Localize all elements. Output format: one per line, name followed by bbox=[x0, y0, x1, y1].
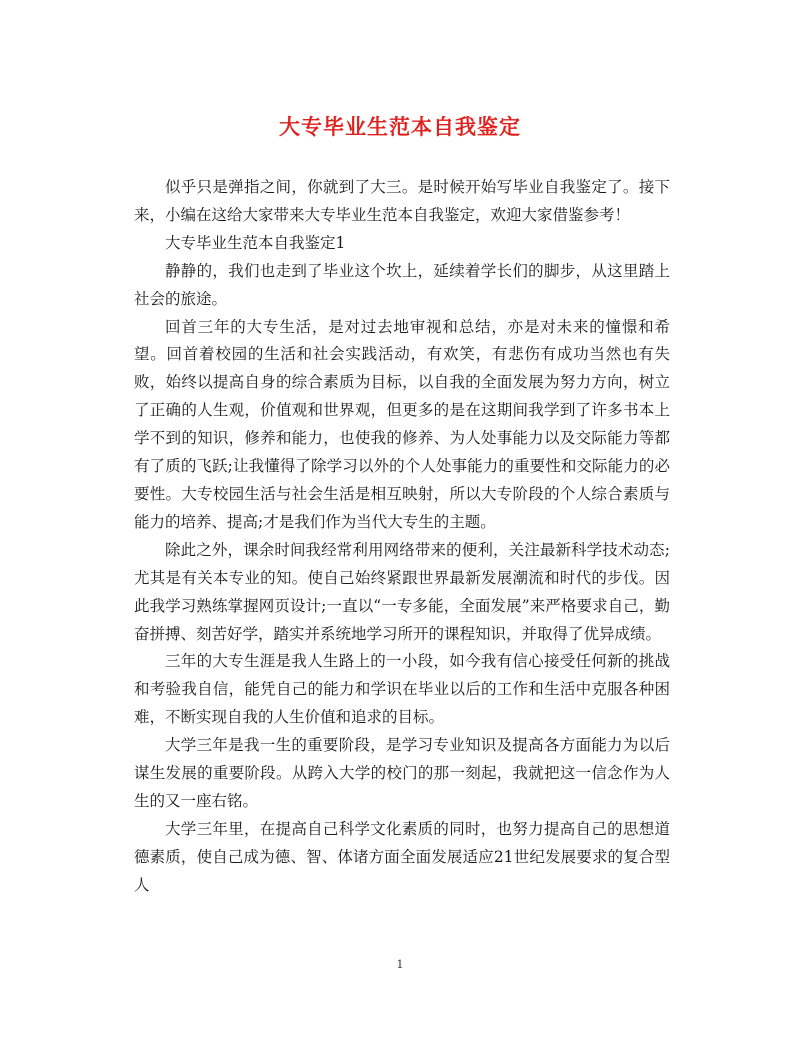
page-number: 1 bbox=[396, 958, 404, 971]
paragraph: 静静的，我们也走到了毕业这个坎上，延续着学长们的脚步，从这里踏上社会的旅途。 bbox=[134, 261, 670, 308]
document-title: 大专毕业生范本自我鉴定 bbox=[279, 114, 521, 139]
paragraph: 除此之外，课余时间我经常利用网络带来的便利，关注最新科学技术动态;尤其是有关本专业的知。使自己始终紧跟世界最新发展潮流和时代的步伐。因此我学习熟练掌握网页设计;一直以“一专多能，全面发展”来严格要求自己，勤奋拼搏、刻苦好学，踏实并系统地学习所开的课程知识，并取得了优异成绩。 bbox=[134, 540, 670, 643]
section-heading: 大专毕业生范本自我鉴定1 bbox=[165, 233, 346, 252]
paragraph-intro: 似乎只是弹指之间，你就到了大三。是时候开始写毕业自我鉴定了。接下来，小编在这给大家带来大专毕业生范本自我鉴定，欢迎大家借鉴参考！ bbox=[134, 178, 670, 224]
paragraph: 大学三年是我一生的重要阶段，是学习专业知识及提高各方面能力为以后谋生发展的重要阶段。从跨入大学的校门的那一刻起，我就把这一信念作为人生的又一座右铭。 bbox=[134, 736, 670, 810]
paragraph: 大学三年里，在提高自己科学文化素质的同时，也努力提高自己的思想道德素质，使自己成为德、智、体诸方面全面发展适应21世纪发展要求的复合型人 bbox=[134, 819, 670, 894]
document-body bbox=[134, 174, 670, 900]
paragraph: 回首三年的大专生活，是对过去地审视和总结，亦是对未来的憧憬和希望。回首着校园的生活和社会实践活动，有欢笑，有悲伤有成功当然也有失败，始终以提高自身的综合素质为目标，以自我的全面发展为努力方向，树立了正确的人生观，价值观和世界观，但更多的是在这期间我学到了许多书本上学不到的知识，修养和能力，也使我的修养、为人处事能力以及交际能力等都有了质的飞跃;让我懂得了除学习以外的个人处事能力的重要性和交际能力的必要性。大专校园生活与社会生活是相互映射，所以大专阶段的个人综合素质与能力的培养、提高;才是我们作为当代大专生的主题。 bbox=[134, 317, 670, 531]
paragraph: 三年的大专生涯是我人生路上的一小段，如今我有信心接受任何新的挑战和考验我自信，能凭自己的能力和学识在毕业以后的工作和生活中克服各种困难，不断实现自我的人生价值和追求的目标。 bbox=[134, 652, 670, 727]
